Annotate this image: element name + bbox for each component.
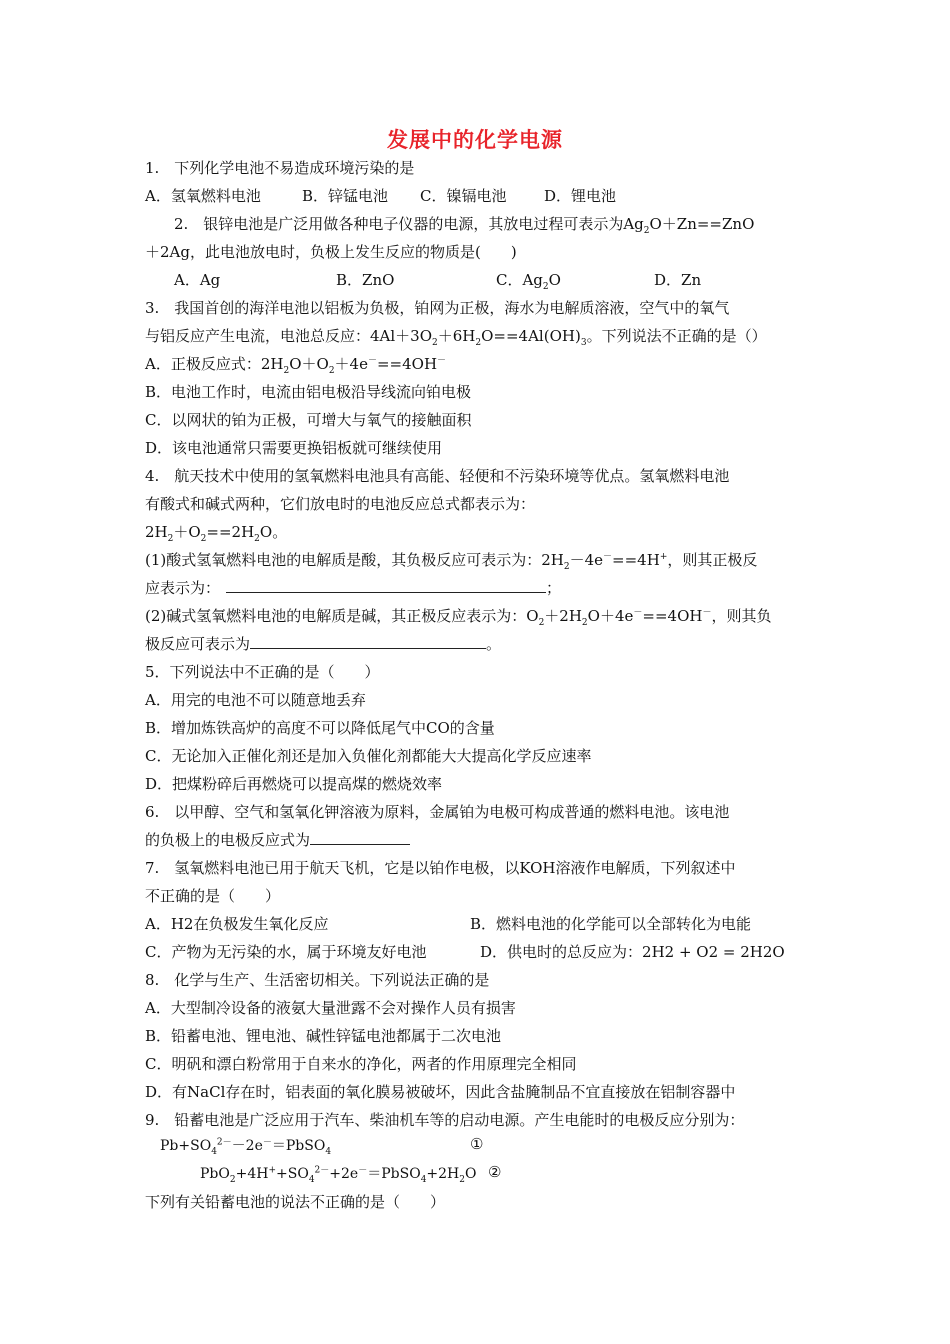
- q3-option-d: D．该电池通常只需要更换铝板就可继续使用: [145, 439, 443, 457]
- q4-part2-answer-blank[interactable]: [250, 634, 486, 649]
- q8-stem: 8. 化学与生产、生活密切相关。下列说法正确的是: [145, 971, 490, 989]
- q2-option-c: C．$Ag_2O$: [496, 271, 561, 292]
- q7-option-d: D．供电时的总反应为：2H2 + O2 = 2H2O: [480, 943, 785, 961]
- q2-option-b: B．ZnO: [336, 271, 395, 289]
- q8-option-d: D．有NaCl存在时，铝表面的氧化膜易被破坏，因此含盐腌制品不宜直接放在铝制容器中: [145, 1083, 736, 1101]
- q4-stem-line2: 有酸式和碱式两种，它们放电时的电池反应总式都表示为：: [145, 495, 536, 513]
- page-title: 发展中的化学电源: [387, 128, 563, 152]
- q8-option-a: A．大型制冷设备的液氨大量泄露不会对操作人员有损害: [145, 999, 516, 1017]
- q7-option-b: B．燃料电池的化学能可以全部转化为电能: [470, 915, 752, 933]
- q4-equation: $2H_2+O_2==2H_2O$。: [145, 523, 288, 544]
- q4-stem: 4. 航天技术中使用的氢氧燃料电池具有高能、轻便和不污染环境等优点。氢氧燃料电池: [145, 467, 730, 485]
- q9-question: 下列有关铅蓄电池的说法不正确的是（ ）: [145, 1193, 446, 1211]
- q1-option-a: A．氢氧燃料电池: [145, 187, 261, 205]
- q7-stem-line2: 不正确的是（ ）: [145, 887, 281, 905]
- q7-stem: 7. 氢氧燃料电池已用于航天飞机，它是以铂作电极，以KOH溶液作电解质，下列叙述中: [145, 859, 736, 877]
- q1-option-b: B．锌锰电池: [302, 187, 389, 205]
- q5-stem: 5．下列说法中不正确的是（ ）: [145, 663, 380, 681]
- q9-equation-1-number: ①: [470, 1135, 484, 1153]
- q3-stem: 3. 我国首创的海洋电池以铝板为负极，铂网为正极，海水为电解质溶液，空气中的氧气: [145, 299, 730, 317]
- q3-option-a: A．正极反应式：$2H_2O+O_2+4e^-==4OH^-$: [145, 355, 447, 376]
- q4-part1: (1)酸式氢氧燃料电池的电解质是酸，其负极反应可表示为：$2H_2-4e^-==4H^+$，则其正极反: [145, 551, 758, 572]
- q4-part1-line2: 应表示为： ；: [145, 579, 562, 597]
- q2-stem-line2: ＋2Ag，此电池放电时，负极上发生反应的物质是( ): [145, 243, 517, 261]
- q9-equation-2-number: ②: [488, 1163, 502, 1181]
- q2-stem: 2. 银锌电池是广泛用做各种电子仪器的电源，其放电过程可表示为$Ag_2O+Zn==ZnO$: [174, 215, 755, 236]
- q1-option-d: D．锂电池: [544, 187, 617, 205]
- q3-option-c: C．以网状的铂为正极，可增大与氧气的接触面积: [145, 411, 472, 429]
- q7-option-a: A．H2在负极发生氧化反应: [145, 915, 329, 933]
- q9-equation-2: $PbO_2+4H^++SO_4^{2-}+2e^-=PbSO_4+2H_2O$: [200, 1165, 477, 1185]
- q6-stem-line2: 的负极上的电极反应式为: [145, 830, 410, 850]
- q5-option-b: B．增加炼铁高炉的高度不可以降低尾气中CO的含量: [145, 719, 495, 737]
- q9-stem: 9. 铅蓄电池是广泛应用于汽车、柴油机车等的启动电源。产生电能时的电极反应分别为：: [145, 1111, 745, 1129]
- q6-stem: 6. 以甲醇、空气和氢氧化钾溶液为原料，金属铂为电极可构成普通的燃料电池。该电池: [145, 803, 730, 821]
- q4-part2-line2: 极反应可表示为 。: [145, 635, 502, 653]
- q8-option-b: B．铅蓄电池、锂电池、碱性锌锰电池都属于二次电池: [145, 1027, 502, 1045]
- q4-part1-answer-blank[interactable]: [226, 578, 546, 593]
- q5-option-a: A．用完的电池不可以随意地丢弃: [145, 691, 366, 709]
- q4-part2: (2)碱式氢氧燃料电池的电解质是碱，其正极反应表示为：$O_2+2H_2O+4e^-==4OH^-$，则其负: [145, 607, 772, 628]
- q5-option-c: C．无论加入正催化剂还是加入负催化剂都能大大提高化学反应速率: [145, 747, 592, 765]
- q3-option-b: B．电池工作时，电流由铝电极沿导线流向铂电极: [145, 383, 472, 401]
- q2-option-d: D．Zn: [654, 271, 702, 289]
- q7-option-c: C．产物为无污染的水，属于环境友好电池: [145, 943, 427, 961]
- q3-stem-line2: 与铝反应产生电流，电池总反应：$4Al+3O_2+6H_2O==4Al(OH)_3$。下列说法不正确的是（）: [145, 327, 767, 348]
- q2-option-a: A．Ag: [174, 271, 221, 289]
- q6-answer-blank[interactable]: [310, 830, 410, 845]
- q9-equation-1: $Pb+SO_4^{2-}-2e^-=PbSO_4$: [160, 1137, 332, 1157]
- q5-option-d: D．把煤粉碎后再燃烧可以提高煤的燃烧效率: [145, 775, 443, 793]
- q1-option-c: C．镍镉电池: [420, 187, 507, 205]
- q8-option-c: C．明矾和漂白粉常用于自来水的净化，两者的作用原理完全相同: [145, 1055, 577, 1073]
- q1-stem: 1. 下列化学电池不易造成环境污染的是: [145, 159, 415, 177]
